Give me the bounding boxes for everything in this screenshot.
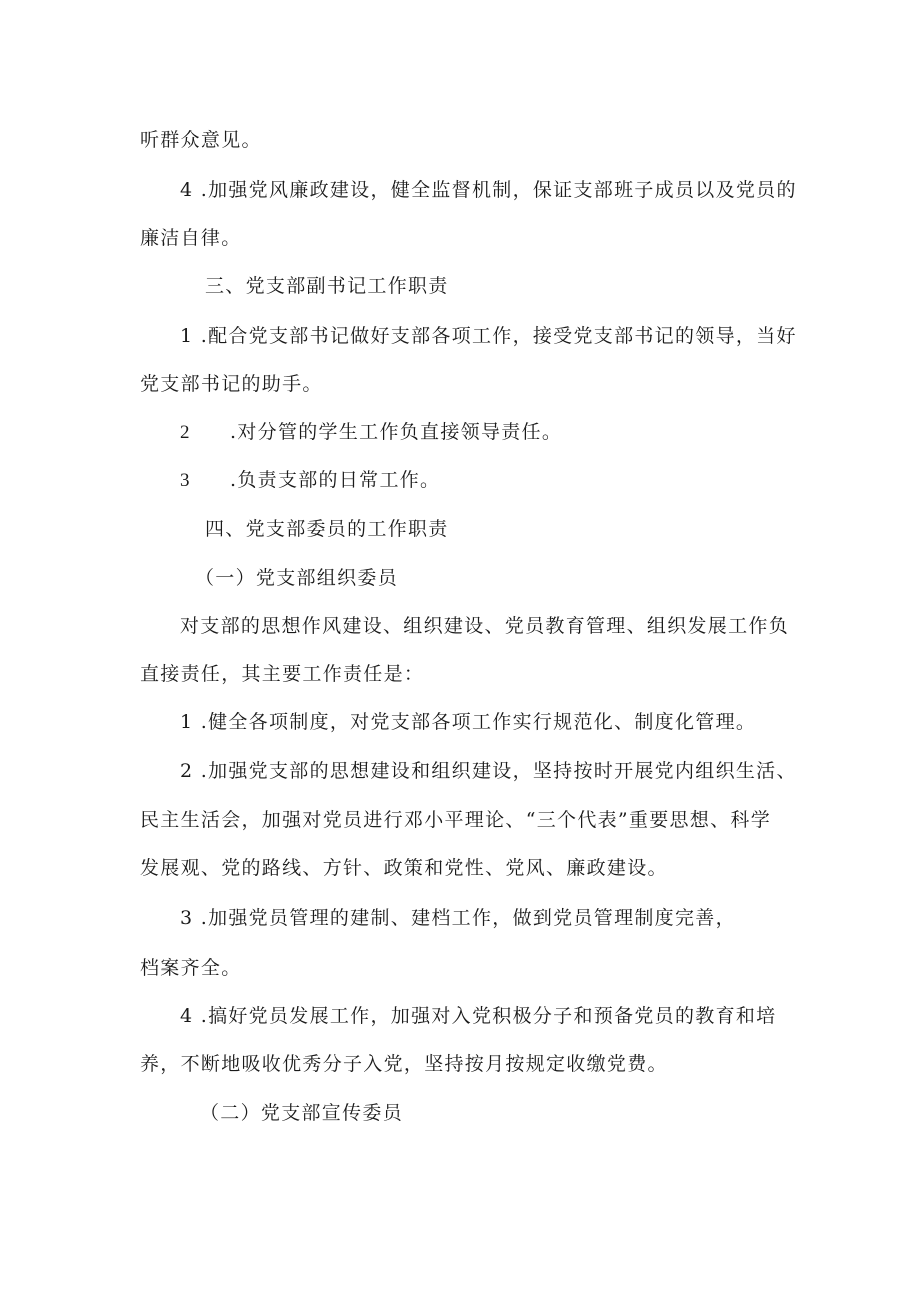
paragraph-line: 直接责任，其主要工作责任是： xyxy=(140,663,425,685)
list-item-text: .负责支部的日常工作。 xyxy=(230,469,441,491)
paragraph-line: 听群众意见。 xyxy=(140,129,262,151)
subsection-heading: （二）党支部宣传委员 xyxy=(200,1102,404,1124)
paragraph-line: 1 .配合党支部书记做好支部各项工作，接受党支部书记的领导，当好 xyxy=(180,325,797,347)
paragraph-line: 发展观、党的路线、方针、政策和党性、党风、廉政建设。 xyxy=(140,857,668,879)
paragraph-line: 养，不断地吸收优秀分子入党，坚持按月按规定收缴党费。 xyxy=(140,1053,668,1075)
section-heading: 三、党支部副书记工作职责 xyxy=(205,275,449,297)
list-number: 3 xyxy=(180,470,190,491)
paragraph-line: 档案齐全。 xyxy=(140,957,242,979)
list-item-text: .对分管的学生工作负直接领导责任。 xyxy=(230,421,563,443)
paragraph-line: 1 .健全各项制度，对党支部各项工作实行规范化、制度化管理。 xyxy=(180,711,757,733)
paragraph-line: 民主生活会，加强对党员进行邓小平理论、“三个代表”重要思想、科学 xyxy=(140,809,772,831)
paragraph-line: 廉洁自律。 xyxy=(140,227,242,249)
subsection-heading: （一）党支部组织委员 xyxy=(195,567,399,589)
paragraph-line: 党支部书记的助手。 xyxy=(140,373,323,395)
paragraph-line: 2 .加强党支部的思想建设和组织建设，坚持按时开展党内组织生活、 xyxy=(180,760,797,782)
paragraph-line: 对支部的思想作风建设、组织建设、党员教育管理、组织发展工作负 xyxy=(180,615,790,637)
list-number: 2 xyxy=(180,422,190,443)
section-heading: 四、党支部委员的工作职责 xyxy=(205,518,449,540)
paragraph-line: 4 .加强党风廉政建设，健全监督机制，保证支部班子成员以及党员的 xyxy=(180,179,797,201)
paragraph-line: 3 .加强党员管理的建制、建档工作，做到党员管理制度完善， xyxy=(180,907,736,929)
paragraph-line: 4 .搞好党员发展工作，加强对入党积极分子和预备党员的教育和培 xyxy=(180,1005,777,1027)
